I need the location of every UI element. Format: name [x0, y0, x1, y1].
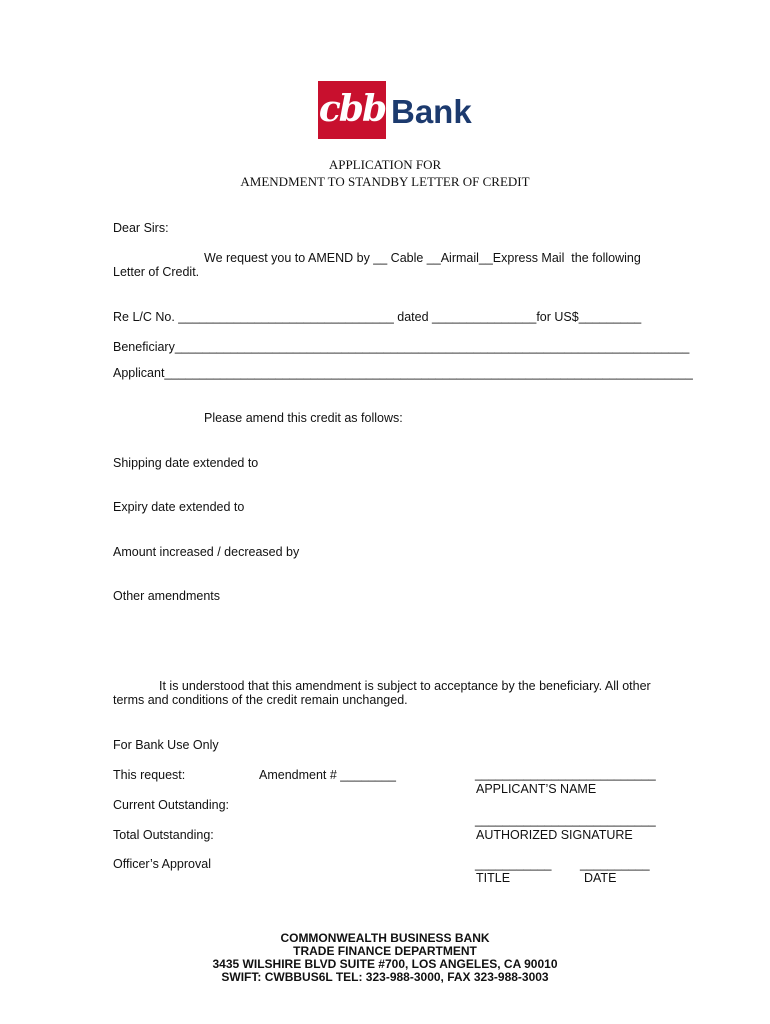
title-label: TITLE [476, 871, 511, 885]
authorized-signature-line[interactable]: __________________________ [475, 813, 656, 827]
current-outstanding-label: Current Outstanding: [113, 798, 230, 812]
footer-bank-name: COMMONWEALTH BUSINESS BANK [280, 931, 490, 945]
amendment-number-field[interactable]: Amendment # ________ [259, 768, 396, 782]
amend-intro: Please amend this credit as follows: [204, 411, 403, 425]
applicant-name-line[interactable]: __________________________ [475, 767, 656, 781]
request-line2: Letter of Credit. [113, 265, 200, 279]
footer-contact: SWIFT: CWBBUS6L TEL: 323-988-3000, FAX 323-988-3003 [221, 970, 549, 984]
understood-line2: terms and conditions of the credit remain unchanged. [113, 693, 408, 707]
total-outstanding-label: Total Outstanding: [113, 828, 214, 842]
logo-mark [318, 81, 386, 139]
applicant-field[interactable]: Applicant____________________________________________________________________________ [113, 366, 693, 380]
applicant-name-label: APPLICANT’S NAME [476, 782, 597, 796]
bank-use-heading: For Bank Use Only [113, 738, 219, 752]
authorized-signature-label: AUTHORIZED SIGNATURE [476, 828, 633, 842]
footer-department: TRADE FINANCE DEPARTMENT [293, 944, 477, 958]
logo-wordmark: Bank [391, 93, 472, 130]
beneficiary-field[interactable]: Beneficiary__________________________________________________________________________ [113, 340, 690, 354]
this-request-label: This request: [113, 768, 186, 782]
shipping-date-field[interactable]: Shipping date extended to [113, 456, 259, 470]
lc-number-field[interactable]: Re L/C No. _______________________________ dated _______________for US$_________ [113, 310, 642, 324]
form-title-line1: APPLICATION FOR [328, 157, 442, 172]
date-label: DATE [584, 871, 617, 885]
other-amendments-field[interactable]: Other amendments [113, 589, 220, 603]
amount-change-field[interactable]: Amount increased / decreased by [113, 545, 300, 559]
understood-line1: It is understood that this amendment is subject to acceptance by the beneficiary. All other [159, 679, 651, 693]
officer-approval-label: Officer’s Approval [113, 857, 211, 871]
salutation: Dear Sirs: [113, 221, 169, 235]
footer-address: 3435 WILSHIRE BLVD SUITE #700, LOS ANGELES, CA 90010 [212, 957, 558, 971]
expiry-date-field[interactable]: Expiry date extended to [113, 500, 245, 514]
date-line[interactable]: __________ [580, 857, 650, 871]
request-line1: We request you to AMEND by __ Cable __Airmail__Express Mail the following [204, 251, 641, 265]
form-title-line2: AMENDMENT TO STANDBY LETTER OF CREDIT [240, 174, 530, 189]
title-line[interactable]: ___________ [475, 857, 552, 871]
logo-mark-text: cbb [318, 88, 386, 130]
